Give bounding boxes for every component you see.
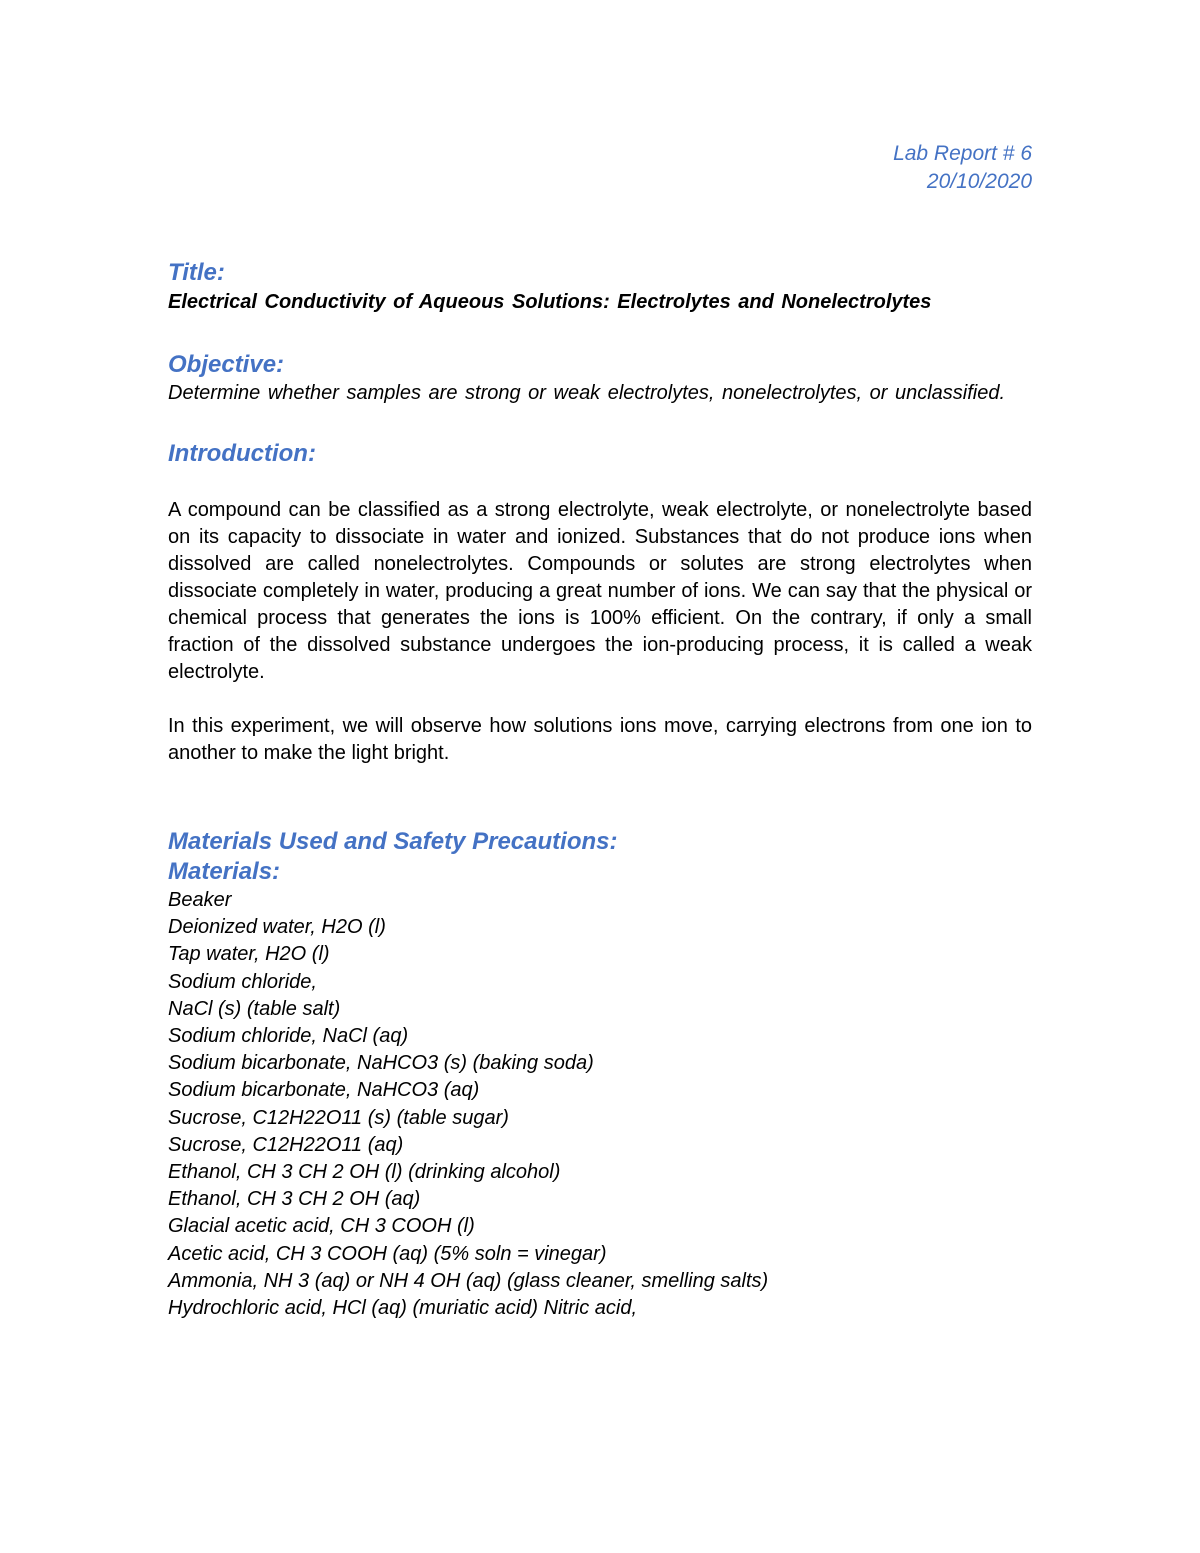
materials-heading: Materials Used and Safety Precautions: (168, 828, 618, 855)
list-item: Ammonia, NH 3 (aq) or NH 4 OH (aq) (glass cleaner, smelling salts) (168, 1269, 769, 1292)
introduction-heading: Introduction: (168, 440, 316, 467)
list-item: Sodium chloride, (168, 970, 317, 993)
list-item: Deionized water, H2O (l) (168, 916, 386, 939)
report-body (168, 258, 1032, 1322)
introduction-section (168, 439, 1032, 767)
introduction-paragraph-2: In this experiment, we will observe how solutions ions move, carrying electrons from one ion to another to make the light bright. (168, 715, 1032, 764)
list-item: Tap water, H2O (l) (168, 943, 330, 966)
list-item: Ethanol, CH 3 CH 2 OH (aq) (168, 1188, 421, 1211)
title-section (168, 258, 1032, 316)
list-item: Acetic acid, CH 3 COOH (aq) (5% soln = vinegar) (168, 1242, 607, 1265)
list-item: Sodium chloride, NaCl (aq) (168, 1025, 409, 1048)
list-item: Beaker (168, 889, 232, 911)
list-item: Hydrochloric acid, HCl (aq) (muriatic acid) Nitric acid, (168, 1297, 637, 1320)
materials-list (168, 887, 1032, 1322)
materials-section (168, 827, 1032, 1322)
list-item: Sodium bicarbonate, NaHCO3 (s) (baking soda) (168, 1052, 594, 1075)
list-item: Sodium bicarbonate, NaHCO3 (aq) (168, 1079, 480, 1102)
objective-section (168, 350, 1032, 407)
list-item: Sucrose, C12H22O11 (s) (table sugar) (168, 1106, 509, 1129)
objective-text: Determine whether samples are strong or weak electrolytes, nonelectrolytes, or unclassified. (168, 382, 1006, 404)
list-item: NaCl (s) (table salt) (168, 997, 341, 1020)
report-header (700, 140, 1032, 196)
list-item: Sucrose, C12H22O11 (aq) (168, 1133, 404, 1156)
list-item: Ethanol, CH 3 CH 2 OH (l) (drinking alcohol) (168, 1161, 561, 1184)
title-heading: Title: (168, 259, 225, 286)
report-number: Lab Report # 6 (893, 142, 1032, 165)
objective-heading: Objective: (168, 351, 285, 378)
materials-subheading: Materials: (168, 858, 281, 885)
list-item: Glacial acetic acid, CH 3 COOH (l) (168, 1215, 475, 1238)
introduction-paragraph-1: A compound can be classified as a strong electrolyte, weak electrolyte, or nonelectrolyte based on its capacity to dissociate in water and ionized. Substances that do not produce ions when dissolved are called nonelectrolytes. Compounds or solutes are strong electrolytes when dissociate completely in water, producing a great number of ions. We can say that the physical or chemical process that generates the ions is 100% efficient. On the contrary, if only a small fraction of the dissolved substance undergoes the ion-producing process, it is called a weak electrolyte. (168, 499, 1032, 683)
report-title: Electrical Conductivity of Aqueous Solutions: Electrolytes and Nonelectrolytes (168, 291, 932, 313)
report-date: 20/10/2020 (926, 170, 1032, 193)
